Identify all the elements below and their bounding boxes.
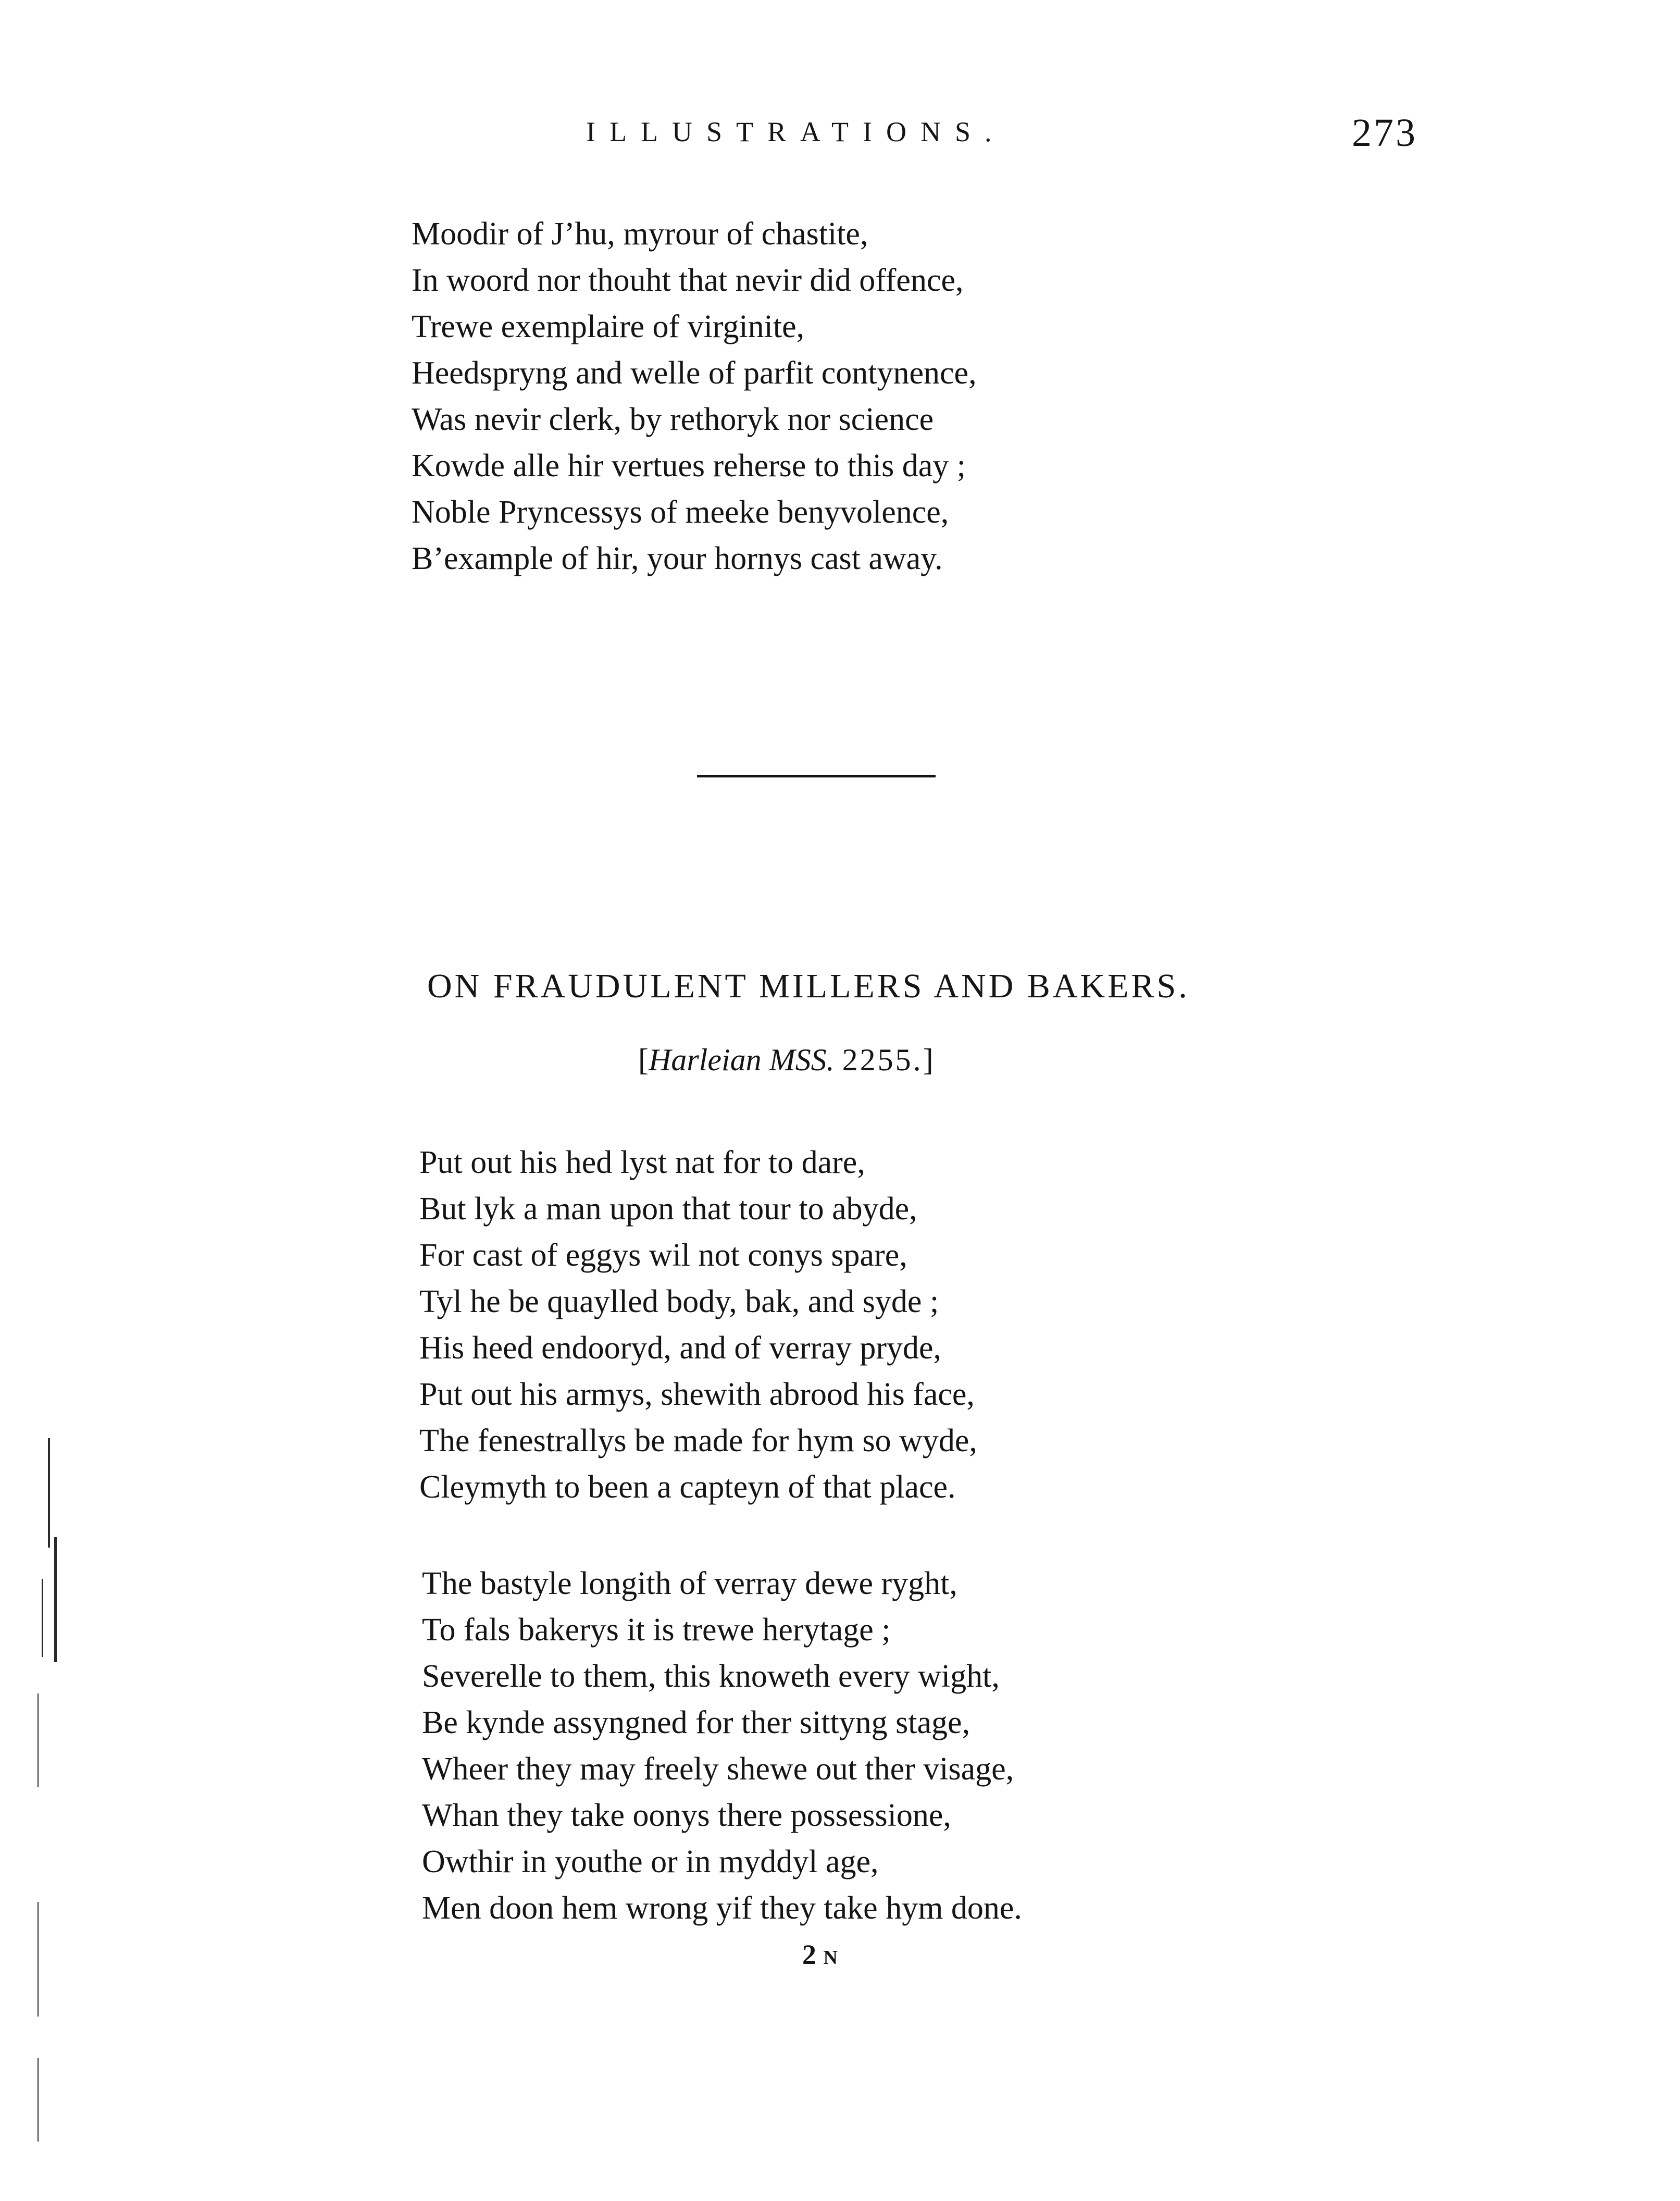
- verse-line: Be kynde assyngned for ther sittyng stage,: [422, 1705, 970, 1740]
- source-number: 2255.: [842, 1043, 923, 1077]
- verse-line: His heed endooryd, and of verray pryde,: [419, 1330, 941, 1366]
- stanza-three: [422, 1561, 1022, 1932]
- verse-line: But lyk a man upon that tour to abyde,: [419, 1191, 917, 1227]
- scan-edge-mark: [38, 1902, 39, 2017]
- source-citation: [638, 1042, 934, 1078]
- verse-line: Moodir of J’hu, myrour of chastite,: [412, 216, 868, 252]
- verse-line: For cast of eggys wil not conys spare,: [419, 1238, 907, 1273]
- scan-edge-mark: [48, 1438, 50, 1548]
- verse-line: Put out his armys, shewith abrood his face,: [419, 1377, 975, 1412]
- verse-line: Cleymyth to been a capteyn of that place.: [419, 1469, 956, 1505]
- verse-line: Owthir in youthe or in myddyl age,: [422, 1844, 879, 1879]
- signature-number: 2: [802, 1939, 816, 1970]
- verse-line: Noble Pryncessys of meeke benyvolence,: [412, 494, 949, 530]
- signature-mark: [802, 1938, 838, 1971]
- source-bracket-close: ]: [923, 1043, 934, 1077]
- poem-title: ON FRAUDULENT MILLERS AND BAKERS.: [427, 967, 1190, 1005]
- source-manuscript: Harleian MSS.: [648, 1043, 835, 1077]
- verse-line: B’example of hir, your hornys cast away.: [412, 541, 943, 576]
- verse-line: Severelle to them, this knoweth every wight,: [422, 1659, 1000, 1694]
- verse-line: The bastyle longith of verray dewe ryght,: [422, 1566, 957, 1601]
- verse-line: Trewe exemplaire of virginite,: [412, 309, 805, 344]
- verse-line: Tyl he be quaylled body, bak, and syde ;: [419, 1284, 939, 1319]
- verse-line: The fenestrallys be made for hym so wyde,: [419, 1423, 977, 1458]
- source-bracket-open: [: [638, 1043, 649, 1077]
- verse-line: Men doon hem wrong yif they take hym done.: [422, 1890, 1022, 1926]
- section-divider-rule: [697, 775, 936, 777]
- verse-line: Kowde alle hir vertues reherse to this day ;: [412, 448, 966, 484]
- verse-line: Whan they take oonys there possessione,: [422, 1798, 951, 1833]
- verse-line: Heedspryng and welle of parfit contynence,: [412, 355, 977, 391]
- scan-edge-mark: [38, 2058, 39, 2142]
- stanza-two: [419, 1140, 977, 1511]
- verse-line: Was nevir clerk, by rethoryk nor science: [412, 402, 934, 437]
- running-head: ILLUSTRATIONS.: [586, 116, 1006, 147]
- scan-edge-mark: [42, 1579, 43, 1657]
- stanza-one: [412, 211, 977, 582]
- scan-edge-mark: [38, 1693, 39, 1787]
- verse-line: Wheer they may freely shewe out ther visage,: [422, 1751, 1014, 1787]
- page-number: 273: [1352, 111, 1417, 155]
- verse-line: Put out his hed lyst nat for to dare,: [419, 1145, 865, 1180]
- verse-line: To fals bakerys it is trewe herytage ;: [422, 1612, 891, 1648]
- signature-letter: N: [823, 1947, 838, 1969]
- verse-line: In woord nor thouht that nevir did offence,: [412, 263, 964, 298]
- scan-edge-mark: [54, 1537, 57, 1662]
